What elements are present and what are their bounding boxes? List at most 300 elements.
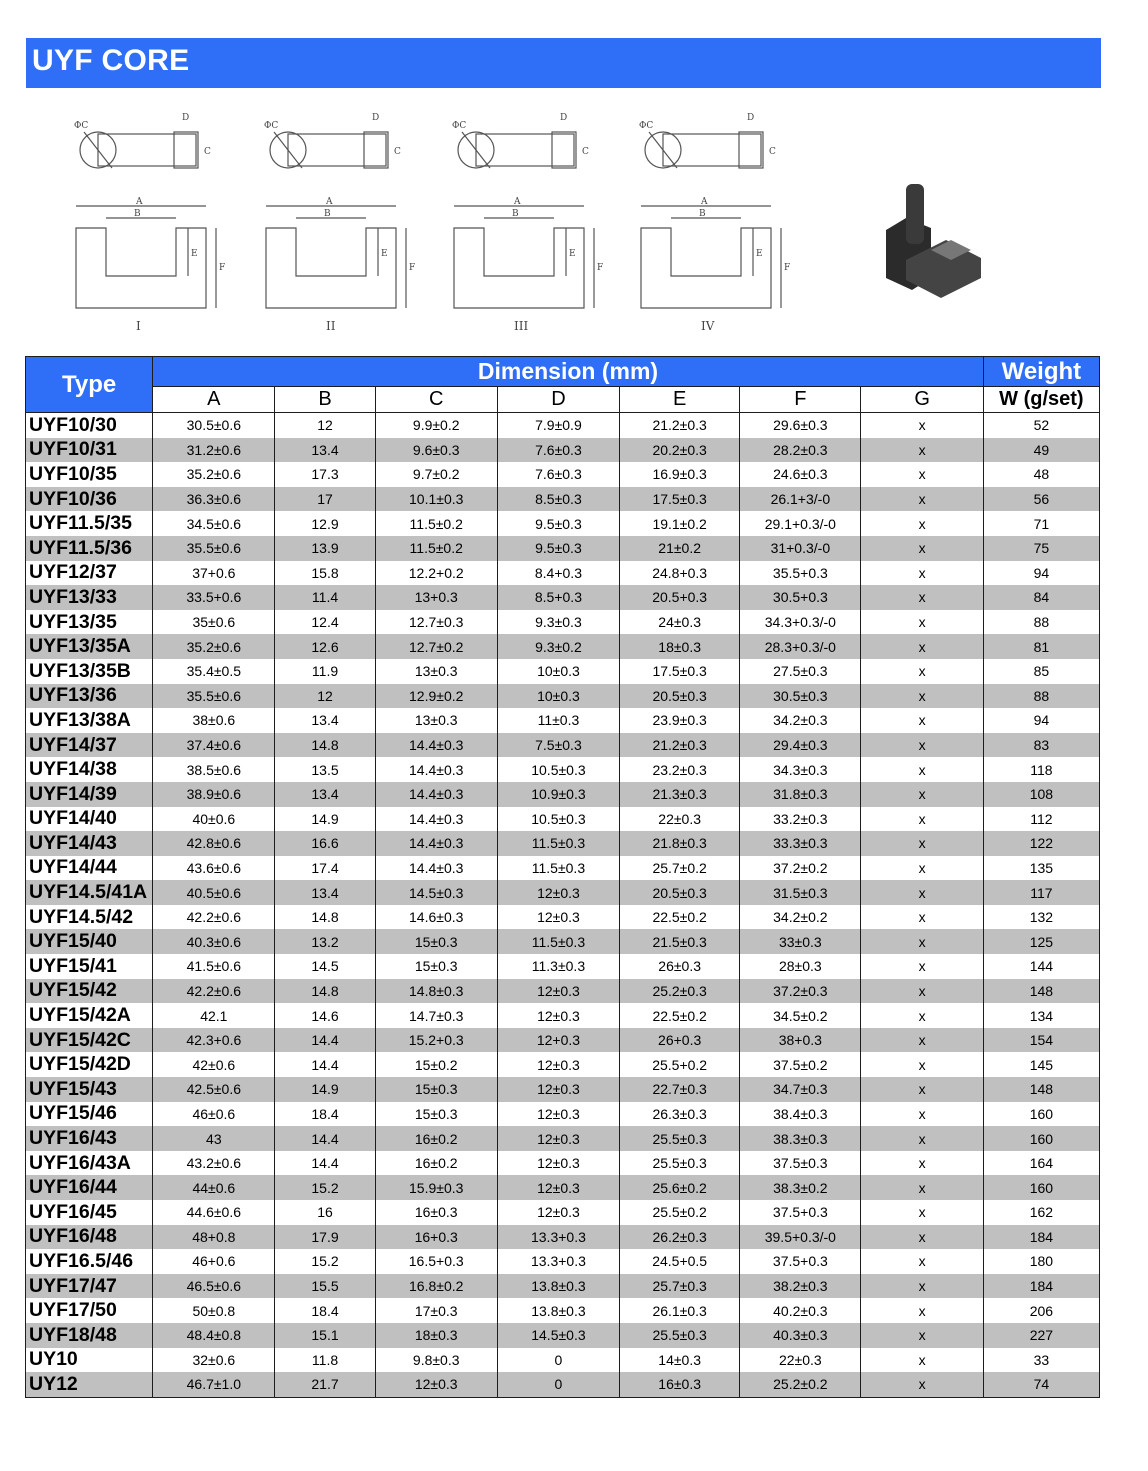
value-cell: 16.6 bbox=[275, 831, 375, 856]
value-cell: 21.8±0.3 bbox=[620, 831, 740, 856]
type-cell: UYF14/38 bbox=[26, 757, 153, 782]
value-cell: 14.8 bbox=[275, 905, 375, 930]
dim-label-e: E bbox=[756, 249, 763, 259]
value-cell: 12±0.3 bbox=[375, 1372, 497, 1397]
value-cell: 37.4±0.6 bbox=[153, 733, 275, 758]
value-cell: 13.4 bbox=[275, 782, 375, 807]
header-col-c: C bbox=[375, 387, 497, 413]
value-cell: 14.4 bbox=[275, 1126, 375, 1151]
header-weight-unit: W (g/set) bbox=[983, 387, 1099, 413]
dim-label-a: A bbox=[514, 197, 521, 207]
value-cell: 11.5±0.2 bbox=[375, 511, 497, 536]
value-cell: 12.9±0.2 bbox=[375, 684, 497, 709]
value-cell: 10.5±0.3 bbox=[497, 807, 619, 832]
value-cell: 11.3±0.3 bbox=[497, 954, 619, 979]
type-cell: UYF15/46 bbox=[26, 1102, 153, 1127]
value-cell: 43.2±0.6 bbox=[153, 1151, 275, 1176]
table-row bbox=[26, 1200, 1100, 1225]
value-cell: 13+0.3 bbox=[375, 585, 497, 610]
value-cell: x bbox=[861, 831, 983, 856]
table-row bbox=[26, 1126, 1100, 1151]
value-cell: 29.6±0.3 bbox=[740, 413, 861, 438]
value-cell: 12±0.3 bbox=[497, 1102, 619, 1127]
value-cell: 35±0.6 bbox=[153, 610, 275, 635]
value-cell: 16+0.3 bbox=[375, 1225, 497, 1250]
value-cell: 34.2±0.3 bbox=[740, 708, 861, 733]
type-cell: UYF13/38A bbox=[26, 708, 153, 733]
value-cell: 12.9 bbox=[275, 511, 375, 536]
value-cell: x bbox=[861, 536, 983, 561]
value-cell: 144 bbox=[983, 954, 1099, 979]
value-cell: x bbox=[861, 757, 983, 782]
value-cell: 12±0.3 bbox=[497, 1077, 619, 1102]
value-cell: 16±0.3 bbox=[375, 1200, 497, 1225]
table-row bbox=[26, 979, 1100, 1004]
value-cell: 8.5+0.3 bbox=[497, 585, 619, 610]
value-cell: 43 bbox=[153, 1126, 275, 1151]
value-cell: 14.4 bbox=[275, 1052, 375, 1077]
value-cell: x bbox=[861, 1052, 983, 1077]
value-cell: 118 bbox=[983, 757, 1099, 782]
value-cell: 9.7±0.2 bbox=[375, 462, 497, 487]
value-cell: x bbox=[861, 462, 983, 487]
value-cell: 26+0.3 bbox=[620, 1028, 740, 1053]
value-cell: 37.5±0.3 bbox=[740, 1151, 861, 1176]
value-cell: 24.5+0.5 bbox=[620, 1249, 740, 1274]
value-cell: 25.5+0.2 bbox=[620, 1052, 740, 1077]
value-cell: 160 bbox=[983, 1175, 1099, 1200]
value-cell: x bbox=[861, 954, 983, 979]
value-cell: 125 bbox=[983, 929, 1099, 954]
top-view-block bbox=[739, 132, 763, 168]
value-cell: 8.5±0.3 bbox=[497, 487, 619, 512]
value-cell: 35.5±0.6 bbox=[153, 536, 275, 561]
value-cell: 38.4±0.3 bbox=[740, 1102, 861, 1127]
dim-label-f: F bbox=[219, 263, 226, 273]
value-cell: x bbox=[861, 1151, 983, 1176]
value-cell: 25.7±0.2 bbox=[620, 856, 740, 881]
value-cell: 35.4±0.5 bbox=[153, 659, 275, 684]
value-cell: 11.5±0.2 bbox=[375, 536, 497, 561]
value-cell: 33.5+0.6 bbox=[153, 585, 275, 610]
table-row bbox=[26, 1077, 1100, 1102]
value-cell: x bbox=[861, 1028, 983, 1053]
value-cell: 34.3+0.3/-0 bbox=[740, 610, 861, 635]
value-cell: 30.5±0.3 bbox=[740, 684, 861, 709]
value-cell: 14.5±0.3 bbox=[375, 880, 497, 905]
dim-label-e: E bbox=[191, 249, 198, 259]
value-cell: 18.4 bbox=[275, 1102, 375, 1127]
value-cell: 22.5±0.2 bbox=[620, 1003, 740, 1028]
type-cell: UYF13/35A bbox=[26, 634, 153, 659]
type-cell: UYF14/43 bbox=[26, 831, 153, 856]
value-cell: 9.6±0.3 bbox=[375, 438, 497, 463]
dim-label-f: F bbox=[409, 263, 416, 273]
value-cell: 18.4 bbox=[275, 1298, 375, 1323]
value-cell: 18±0.3 bbox=[375, 1323, 497, 1348]
value-cell: 39.5+0.3/-0 bbox=[740, 1225, 861, 1250]
header-dimension: Dimension (mm) bbox=[153, 357, 984, 387]
value-cell: 15.2+0.3 bbox=[375, 1028, 497, 1053]
value-cell: 37.2±0.2 bbox=[740, 856, 861, 881]
table-row bbox=[26, 1151, 1100, 1176]
value-cell: 20.5+0.3 bbox=[620, 585, 740, 610]
type-cell: UYF17/47 bbox=[26, 1274, 153, 1299]
type-cell: UYF15/42C bbox=[26, 1028, 153, 1053]
type-cell: UYF14/37 bbox=[26, 733, 153, 758]
front-view-u-shape bbox=[641, 228, 771, 308]
drawing-label: I bbox=[136, 319, 141, 333]
value-cell: 85 bbox=[983, 659, 1099, 684]
type-cell: UYF16/43 bbox=[26, 1126, 153, 1151]
header-type: Type bbox=[26, 357, 153, 413]
value-cell: 21.2±0.3 bbox=[620, 733, 740, 758]
value-cell: 34.5±0.6 bbox=[153, 511, 275, 536]
value-cell: 28.3+0.3/-0 bbox=[740, 634, 861, 659]
type-cell: UYF15/42A bbox=[26, 1003, 153, 1028]
value-cell: 160 bbox=[983, 1126, 1099, 1151]
table-row bbox=[26, 1372, 1100, 1397]
value-cell: 13.4 bbox=[275, 708, 375, 733]
value-cell: 14.8 bbox=[275, 733, 375, 758]
title-banner bbox=[26, 38, 1101, 88]
value-cell: 94 bbox=[983, 708, 1099, 733]
type-cell: UY10 bbox=[26, 1348, 153, 1373]
type-cell: UYF15/42D bbox=[26, 1052, 153, 1077]
drawing-label: III bbox=[514, 319, 529, 333]
type-cell: UYF14/40 bbox=[26, 807, 153, 832]
value-cell: 15.9±0.3 bbox=[375, 1175, 497, 1200]
dim-label-e: E bbox=[569, 249, 576, 259]
dim-label-a: A bbox=[701, 197, 708, 207]
value-cell: 25.7±0.3 bbox=[620, 1274, 740, 1299]
value-cell: 22.5±0.2 bbox=[620, 905, 740, 930]
value-cell: 22±0.3 bbox=[740, 1348, 861, 1373]
value-cell: x bbox=[861, 659, 983, 684]
value-cell: x bbox=[861, 1323, 983, 1348]
value-cell: 46.5±0.6 bbox=[153, 1274, 275, 1299]
value-cell: 34.5±0.2 bbox=[740, 1003, 861, 1028]
table-row bbox=[26, 511, 1100, 536]
value-cell: 7.9±0.9 bbox=[497, 413, 619, 438]
value-cell: 17.5±0.3 bbox=[620, 487, 740, 512]
value-cell: 30.5±0.6 bbox=[153, 413, 275, 438]
value-cell: 52 bbox=[983, 413, 1099, 438]
type-cell: UYF15/42 bbox=[26, 979, 153, 1004]
value-cell: 38±0.6 bbox=[153, 708, 275, 733]
table-row bbox=[26, 733, 1100, 758]
value-cell: 12 bbox=[275, 413, 375, 438]
value-cell: x bbox=[861, 1200, 983, 1225]
value-cell: 12.7±0.2 bbox=[375, 634, 497, 659]
table-row bbox=[26, 438, 1100, 463]
value-cell: 26.1±0.3 bbox=[620, 1298, 740, 1323]
table-row bbox=[26, 1249, 1100, 1274]
value-cell: 227 bbox=[983, 1323, 1099, 1348]
value-cell: 148 bbox=[983, 979, 1099, 1004]
value-cell: 75 bbox=[983, 536, 1099, 561]
table-row bbox=[26, 782, 1100, 807]
type-cell: UYF12/37 bbox=[26, 561, 153, 586]
value-cell: 11.5±0.3 bbox=[497, 831, 619, 856]
type-cell: UYF15/41 bbox=[26, 954, 153, 979]
value-cell: 28.2±0.3 bbox=[740, 438, 861, 463]
core-outline-drawings bbox=[26, 100, 1101, 350]
value-cell: 25.2±0.2 bbox=[740, 1372, 861, 1397]
dim-label-phi-c: ΦC bbox=[74, 121, 89, 131]
header-weight: Weight bbox=[983, 357, 1099, 387]
value-cell: 44±0.6 bbox=[153, 1175, 275, 1200]
table-row bbox=[26, 807, 1100, 832]
type-cell: UYF14/44 bbox=[26, 856, 153, 881]
value-cell: 25.6±0.2 bbox=[620, 1175, 740, 1200]
type-cell: UYF14/39 bbox=[26, 782, 153, 807]
value-cell: 26.2±0.3 bbox=[620, 1225, 740, 1250]
value-cell: 42.1 bbox=[153, 1003, 275, 1028]
dimension-table bbox=[25, 356, 1100, 1398]
value-cell: 31.5±0.3 bbox=[740, 880, 861, 905]
value-cell: 15±0.2 bbox=[375, 1052, 497, 1077]
value-cell: 42.5±0.6 bbox=[153, 1077, 275, 1102]
value-cell: 16 bbox=[275, 1200, 375, 1225]
table-row bbox=[26, 856, 1100, 881]
value-cell: 184 bbox=[983, 1225, 1099, 1250]
value-cell: x bbox=[861, 856, 983, 881]
front-view-u-shape bbox=[76, 228, 206, 308]
value-cell: 12±0.3 bbox=[497, 1052, 619, 1077]
value-cell: 16±0.2 bbox=[375, 1151, 497, 1176]
dim-label-b: B bbox=[699, 209, 706, 219]
value-cell: 12 bbox=[275, 684, 375, 709]
value-cell: 42.3+0.6 bbox=[153, 1028, 275, 1053]
value-cell: x bbox=[861, 1126, 983, 1151]
value-cell: 15.2 bbox=[275, 1175, 375, 1200]
type-cell: UYF10/30 bbox=[26, 413, 153, 438]
value-cell: 132 bbox=[983, 905, 1099, 930]
value-cell: x bbox=[861, 1372, 983, 1397]
value-cell: 84 bbox=[983, 585, 1099, 610]
value-cell: 30.5+0.3 bbox=[740, 585, 861, 610]
type-cell: UYF16.5/46 bbox=[26, 1249, 153, 1274]
value-cell: 81 bbox=[983, 634, 1099, 659]
value-cell: x bbox=[861, 511, 983, 536]
value-cell: 162 bbox=[983, 1200, 1099, 1225]
type-cell: UYF13/35B bbox=[26, 659, 153, 684]
value-cell: 48.4±0.8 bbox=[153, 1323, 275, 1348]
value-cell: 14.6±0.3 bbox=[375, 905, 497, 930]
value-cell: 17.5±0.3 bbox=[620, 659, 740, 684]
value-cell: 16±0.3 bbox=[620, 1372, 740, 1397]
value-cell: 34.2±0.2 bbox=[740, 905, 861, 930]
value-cell: 20.2±0.3 bbox=[620, 438, 740, 463]
value-cell: 37.5+0.3 bbox=[740, 1200, 861, 1225]
table-row bbox=[26, 561, 1100, 586]
value-cell: 17.4 bbox=[275, 856, 375, 881]
type-cell: UYF17/50 bbox=[26, 1298, 153, 1323]
value-cell: 12±0.3 bbox=[497, 905, 619, 930]
value-cell: 21±0.2 bbox=[620, 536, 740, 561]
value-cell: 11.9 bbox=[275, 659, 375, 684]
table-row bbox=[26, 1225, 1100, 1250]
value-cell: x bbox=[861, 634, 983, 659]
value-cell: 12.6 bbox=[275, 634, 375, 659]
table-row bbox=[26, 929, 1100, 954]
dim-label-b: B bbox=[134, 209, 141, 219]
table-row bbox=[26, 1003, 1100, 1028]
header-col-e: E bbox=[620, 387, 740, 413]
header-col-f: F bbox=[740, 387, 861, 413]
value-cell: 15±0.3 bbox=[375, 954, 497, 979]
dim-label-c: C bbox=[204, 147, 211, 157]
value-cell: 14.5 bbox=[275, 954, 375, 979]
type-cell: UYF16/43A bbox=[26, 1151, 153, 1176]
table-body bbox=[26, 413, 1100, 1398]
value-cell: x bbox=[861, 585, 983, 610]
value-cell: 15.2 bbox=[275, 1249, 375, 1274]
value-cell: 37.5+0.3 bbox=[740, 1249, 861, 1274]
value-cell: 27.5±0.3 bbox=[740, 659, 861, 684]
value-cell: 37.5±0.2 bbox=[740, 1052, 861, 1077]
value-cell: 184 bbox=[983, 1274, 1099, 1299]
value-cell: 16.5+0.3 bbox=[375, 1249, 497, 1274]
value-cell: 33.2±0.3 bbox=[740, 807, 861, 832]
value-cell: 12±0.3 bbox=[497, 1126, 619, 1151]
value-cell: 35.5+0.3 bbox=[740, 561, 861, 586]
type-cell: UYF16/45 bbox=[26, 1200, 153, 1225]
type-cell: UYF14.5/41A bbox=[26, 880, 153, 905]
value-cell: 29.4±0.3 bbox=[740, 733, 861, 758]
value-cell: 13.4 bbox=[275, 880, 375, 905]
table-row bbox=[26, 585, 1100, 610]
dim-label-d: D bbox=[560, 113, 568, 123]
value-cell: 22±0.3 bbox=[620, 807, 740, 832]
value-cell: 31.2±0.6 bbox=[153, 438, 275, 463]
table-row bbox=[26, 659, 1100, 684]
value-cell: 83 bbox=[983, 733, 1099, 758]
value-cell: 11.4 bbox=[275, 585, 375, 610]
core-photo-leg bbox=[906, 184, 924, 244]
value-cell: 7.5±0.3 bbox=[497, 733, 619, 758]
value-cell: 48+0.8 bbox=[153, 1225, 275, 1250]
value-cell: 29.1+0.3/-0 bbox=[740, 511, 861, 536]
type-cell: UYF13/33 bbox=[26, 585, 153, 610]
dim-label-phi-c: ΦC bbox=[639, 121, 654, 131]
value-cell: 180 bbox=[983, 1249, 1099, 1274]
value-cell: x bbox=[861, 487, 983, 512]
value-cell: 15±0.3 bbox=[375, 1102, 497, 1127]
value-cell: 50±0.8 bbox=[153, 1298, 275, 1323]
value-cell: 46±0.6 bbox=[153, 1102, 275, 1127]
value-cell: 26.1+3/-0 bbox=[740, 487, 861, 512]
value-cell: 11.5±0.3 bbox=[497, 856, 619, 881]
value-cell: 145 bbox=[983, 1052, 1099, 1077]
table-row bbox=[26, 905, 1100, 930]
type-cell: UYF13/36 bbox=[26, 684, 153, 709]
value-cell: 42.2±0.6 bbox=[153, 979, 275, 1004]
value-cell: 148 bbox=[983, 1077, 1099, 1102]
value-cell: x bbox=[861, 1077, 983, 1102]
type-cell: UYF11.5/36 bbox=[26, 536, 153, 561]
value-cell: x bbox=[861, 1225, 983, 1250]
table-row bbox=[26, 462, 1100, 487]
value-cell: 88 bbox=[983, 610, 1099, 635]
value-cell: 40.5±0.6 bbox=[153, 880, 275, 905]
table-row bbox=[26, 1348, 1100, 1373]
value-cell: 40.2±0.3 bbox=[740, 1298, 861, 1323]
value-cell: 12±0.3 bbox=[497, 1175, 619, 1200]
value-cell: 25.5±0.3 bbox=[620, 1323, 740, 1348]
value-cell: 14.7±0.3 bbox=[375, 1003, 497, 1028]
value-cell: x bbox=[861, 1274, 983, 1299]
value-cell: 12.7±0.3 bbox=[375, 610, 497, 635]
value-cell: x bbox=[861, 561, 983, 586]
value-cell: 14.6 bbox=[275, 1003, 375, 1028]
dim-label-c: C bbox=[769, 147, 776, 157]
dim-label-b: B bbox=[512, 209, 519, 219]
value-cell: 14.9 bbox=[275, 1077, 375, 1102]
value-cell: 12.2+0.2 bbox=[375, 561, 497, 586]
value-cell: 13.9 bbox=[275, 536, 375, 561]
value-cell: x bbox=[861, 1249, 983, 1274]
value-cell: 17 bbox=[275, 487, 375, 512]
type-cell: UYF18/48 bbox=[26, 1323, 153, 1348]
table-row bbox=[26, 1175, 1100, 1200]
value-cell: 10.5±0.3 bbox=[497, 757, 619, 782]
value-cell: 206 bbox=[983, 1298, 1099, 1323]
value-cell: 31+0.3/-0 bbox=[740, 536, 861, 561]
value-cell: 14.4±0.3 bbox=[375, 831, 497, 856]
value-cell: 15.8 bbox=[275, 561, 375, 586]
value-cell: 13.2 bbox=[275, 929, 375, 954]
value-cell: 14.8 bbox=[275, 979, 375, 1004]
value-cell: x bbox=[861, 979, 983, 1004]
dim-label-d: D bbox=[747, 113, 755, 123]
dim-label-d: D bbox=[182, 113, 190, 123]
value-cell: 32±0.6 bbox=[153, 1348, 275, 1373]
value-cell: 164 bbox=[983, 1151, 1099, 1176]
value-cell: 10.1±0.3 bbox=[375, 487, 497, 512]
value-cell: 122 bbox=[983, 831, 1099, 856]
value-cell: 9.5±0.3 bbox=[497, 511, 619, 536]
value-cell: 17±0.3 bbox=[375, 1298, 497, 1323]
value-cell: 11±0.3 bbox=[497, 708, 619, 733]
table-row bbox=[26, 1028, 1100, 1053]
value-cell: 26.3±0.3 bbox=[620, 1102, 740, 1127]
dim-label-a: A bbox=[326, 197, 333, 207]
value-cell: 134 bbox=[983, 1003, 1099, 1028]
value-cell: 15±0.3 bbox=[375, 1077, 497, 1102]
value-cell: 42.2±0.6 bbox=[153, 905, 275, 930]
value-cell: 13.8±0.3 bbox=[497, 1274, 619, 1299]
value-cell: 16.9±0.3 bbox=[620, 462, 740, 487]
value-cell: x bbox=[861, 708, 983, 733]
value-cell: 112 bbox=[983, 807, 1099, 832]
value-cell: 12.4 bbox=[275, 610, 375, 635]
table-row bbox=[26, 1102, 1100, 1127]
value-cell: 7.6±0.3 bbox=[497, 438, 619, 463]
value-cell: x bbox=[861, 807, 983, 832]
value-cell: 44.6±0.6 bbox=[153, 1200, 275, 1225]
value-cell: 11.5±0.3 bbox=[497, 929, 619, 954]
value-cell: 12±0.3 bbox=[497, 1151, 619, 1176]
value-cell: 48 bbox=[983, 462, 1099, 487]
header-col-d: D bbox=[497, 387, 619, 413]
value-cell: 26±0.3 bbox=[620, 954, 740, 979]
value-cell: 33±0.3 bbox=[740, 929, 861, 954]
value-cell: 160 bbox=[983, 1102, 1099, 1127]
header-col-g: G bbox=[861, 387, 983, 413]
value-cell: 74 bbox=[983, 1372, 1099, 1397]
